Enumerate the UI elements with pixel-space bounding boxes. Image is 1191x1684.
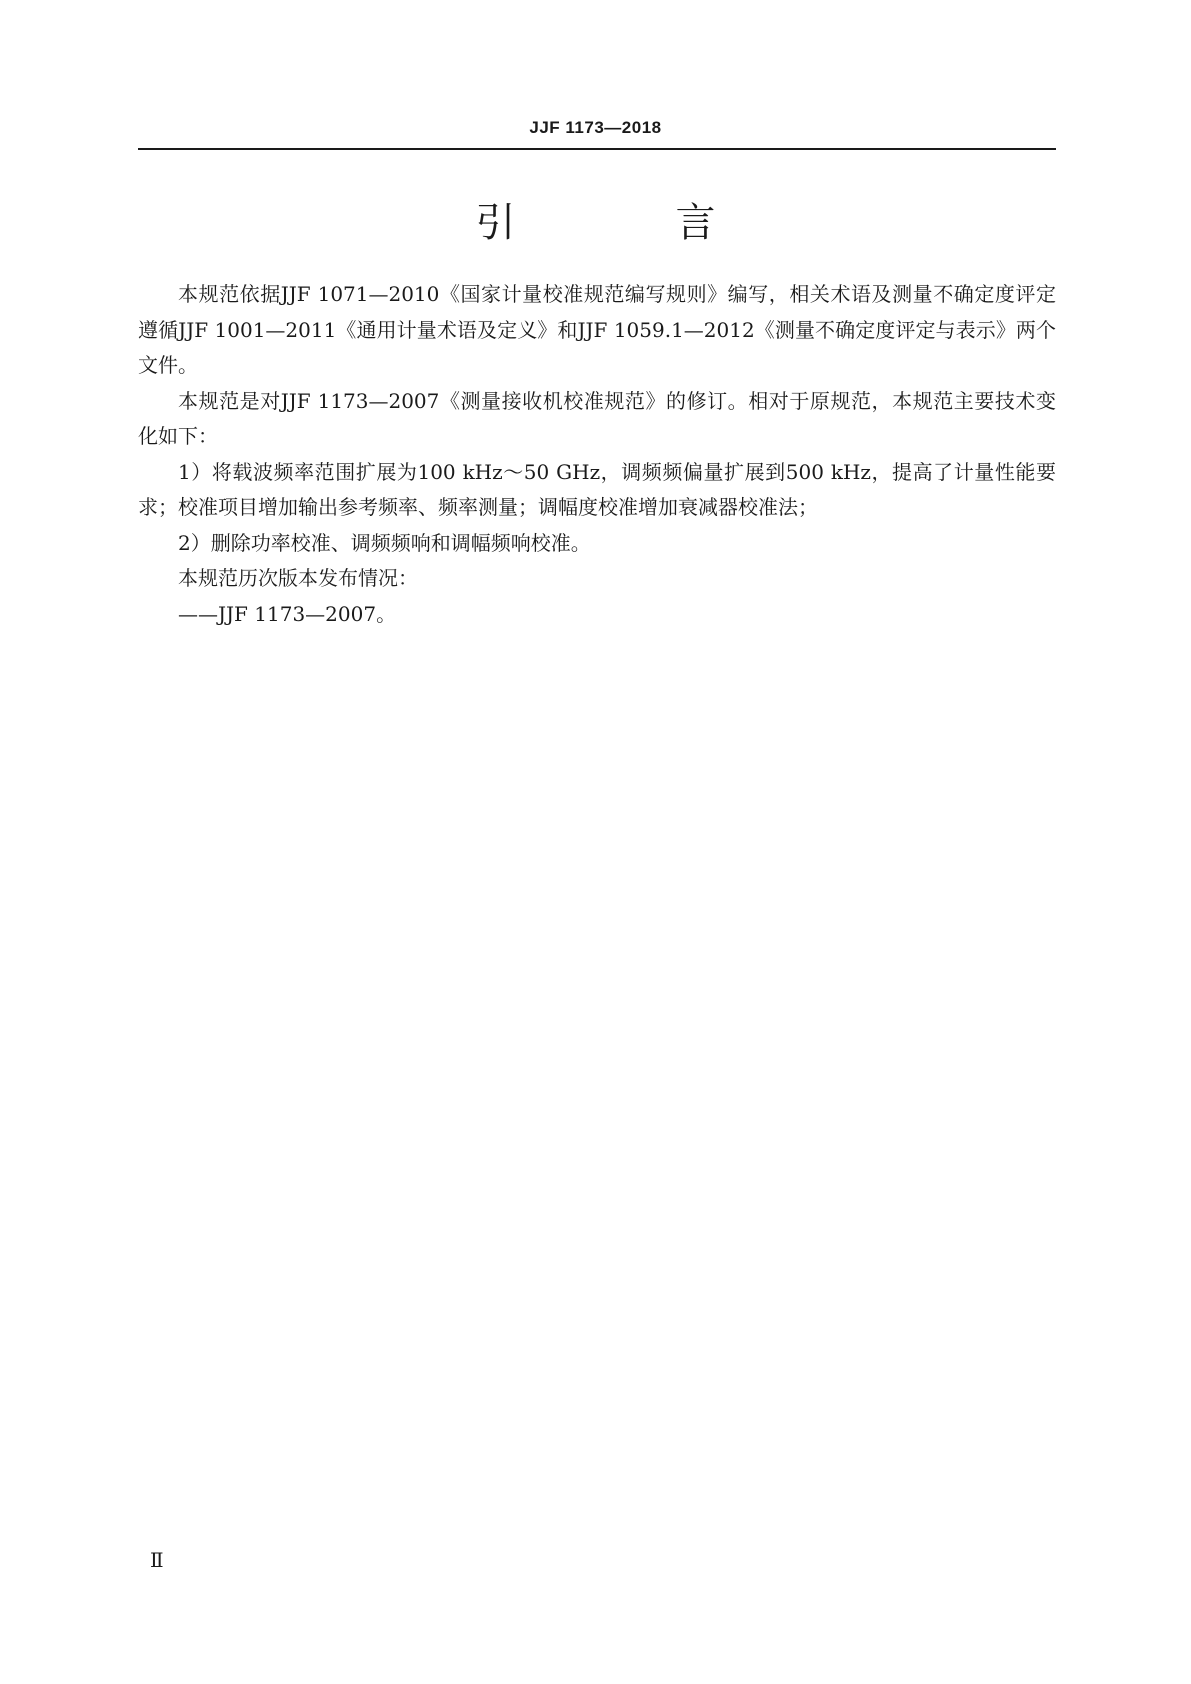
- page-title: 引 言: [475, 200, 776, 246]
- header-divider: [138, 148, 1056, 150]
- body-text: [138, 277, 1056, 632]
- paragraph-change-2: 2）删除功率校准、调频频响和调幅频响校准。: [178, 530, 591, 555]
- page-number: Ⅱ: [150, 1548, 164, 1572]
- paragraph-history-intro: 本规范历次版本发布情况：: [178, 566, 418, 590]
- paragraph-history-item: ——JJF 1173—2007。: [178, 601, 397, 626]
- paragraph-revision: 本规范是对JJF 1173—2007《测量接收机校准规范》的修订。相对于原规范，本规范主要技术变化如下：: [138, 388, 1056, 448]
- page-header-standard-code: JJF 1173—2018: [529, 118, 662, 137]
- paragraph-basis: 本规范依据JJF 1071—2010《国家计量校准规范编写规则》编写，相关术语及测量不确定度评定遵循JJF 1001—2011《通用计量术语及定义》和JJF 1059.1—2012《测量不确定度评定与表示》两个文件。: [138, 282, 1056, 377]
- paragraph-change-1: 1）将载波频率范围扩展为100 kHz～50 GHz，调频频偏量扩展到500 kHz，提高了计量性能要求；校准项目增加输出参考频率、频率测量；调幅度校准增加衰减器校准法；: [138, 459, 1056, 519]
